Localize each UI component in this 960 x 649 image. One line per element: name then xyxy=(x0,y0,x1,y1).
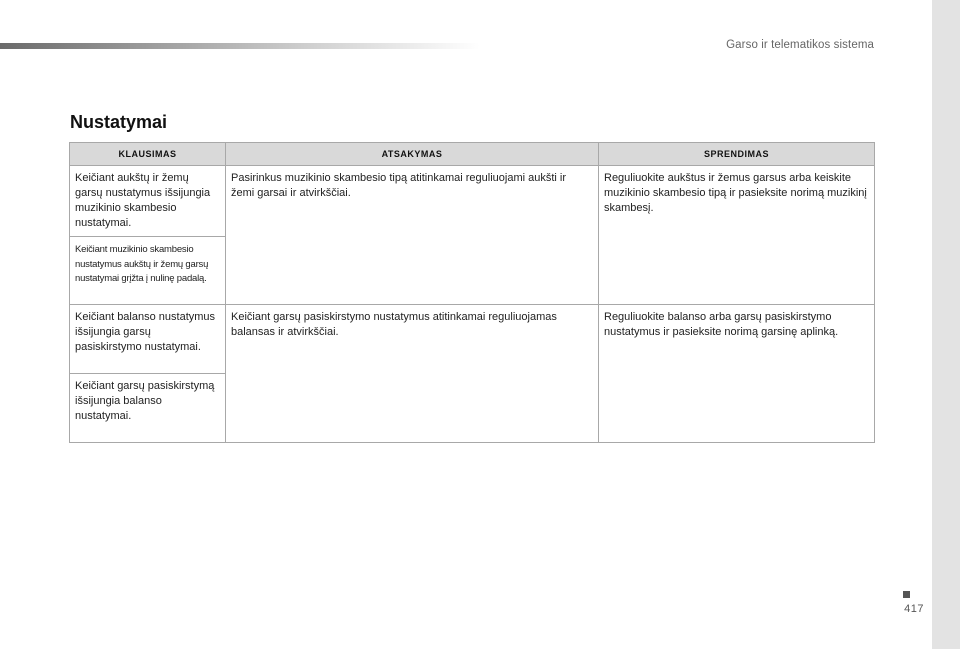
solution-cell: Reguliuokite balanso arba garsų pasiskirstymo nustatymus ir pasieksite norimą garsinę aplinką. xyxy=(599,305,875,443)
question-cell: Keičiant garsų pasiskirstymą išsijungia balanso nustatymai. xyxy=(70,374,226,443)
page-number: 417 xyxy=(904,603,924,615)
table-header-row xyxy=(70,143,875,166)
section-title: Nustatymai xyxy=(70,112,168,132)
column-header-question: KLAUSIMAS xyxy=(70,143,226,166)
answer-cell: Keičiant garsų pasiskirstymo nustatymus atitinkamai reguliuojamas balansas ir atvirkščiai. xyxy=(226,305,599,443)
header-title: Garso ir telematikos sistema xyxy=(726,39,874,51)
answer-cell: Pasirinkus muzikinio skambesio tipą atitinkamai reguliuojami aukšti ir žemi garsai ir atvirkščiai. xyxy=(226,166,599,305)
table-row xyxy=(70,166,875,237)
column-header-solution: SPRENDIMAS xyxy=(599,143,875,166)
table-row xyxy=(70,305,875,374)
question-cell: Keičiant muzikinio skambesio nustatymus aukštų ir žemų garsų nustatymai grįžta į nulinę padalą. xyxy=(70,237,226,305)
page-marker-square xyxy=(903,591,910,598)
question-cell: Keičiant aukštų ir žemų garsų nustatymus išsijungia muzikinio skambesio nustatymai. xyxy=(70,166,226,237)
header-gradient-bar xyxy=(0,43,480,49)
solution-cell: Reguliuokite aukštus ir žemus garsus arba keiskite muzikinio skambesio tipą ir pasieksite norimą muzikinį skambesį. xyxy=(599,166,875,305)
page-side-strip xyxy=(932,0,960,649)
column-header-answer: ATSAKYMAS xyxy=(226,143,599,166)
faq-table xyxy=(69,142,875,443)
question-cell: Keičiant balanso nustatymus išsijungia garsų pasiskirstymo nustatymai. xyxy=(70,305,226,374)
